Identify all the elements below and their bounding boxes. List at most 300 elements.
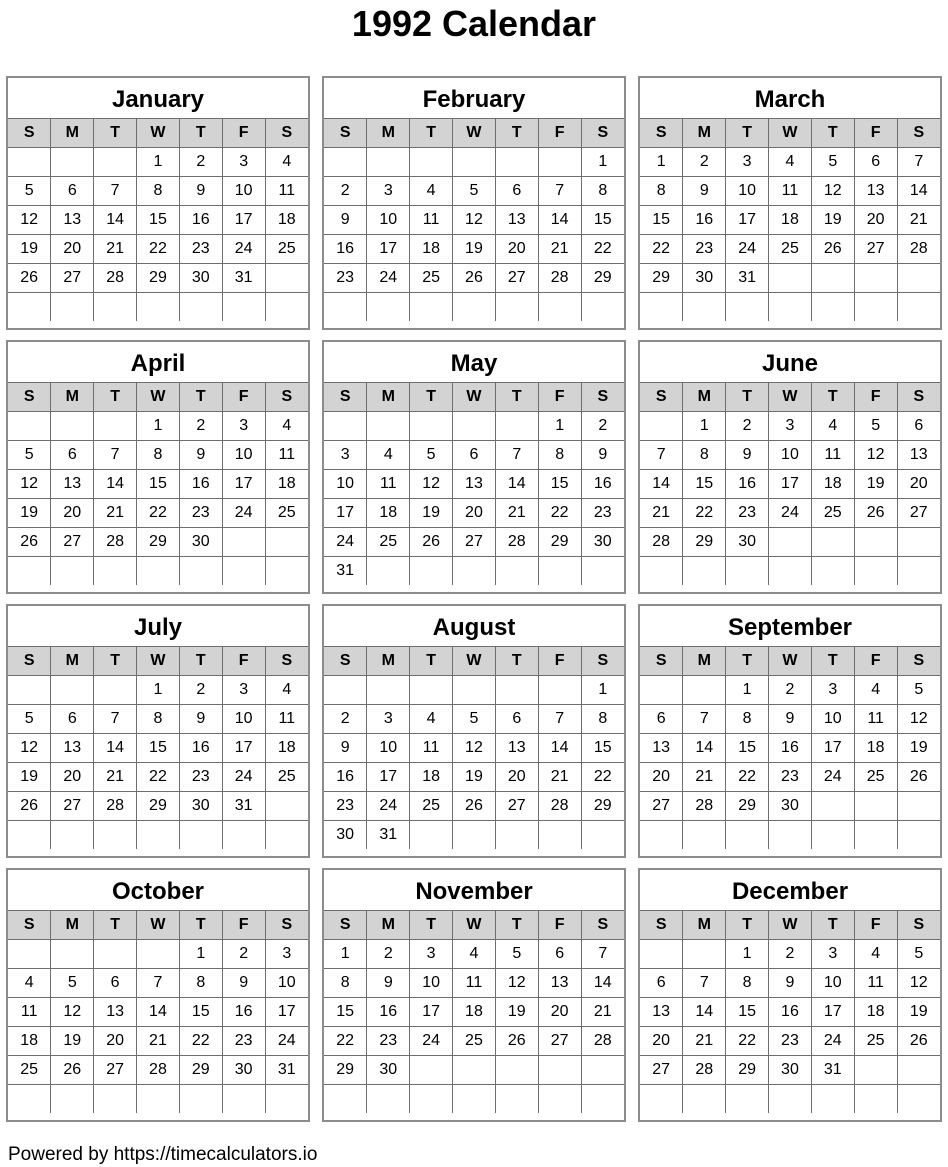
day-cell: 27 (453, 528, 496, 557)
weekday-label: M (367, 383, 410, 412)
day-cell: 27 (51, 792, 94, 821)
day-cell: 10 (410, 969, 453, 998)
day-cell (495, 293, 538, 322)
day-cell: 26 (410, 528, 453, 557)
day-cell: 12 (495, 969, 538, 998)
month-name: March (754, 86, 826, 113)
week-row (324, 821, 624, 850)
week-row (324, 1056, 624, 1085)
day-cell: 6 (854, 148, 897, 177)
day-cell: 15 (726, 998, 769, 1027)
day-cell: 8 (137, 177, 180, 206)
day-cell: 26 (897, 1027, 940, 1056)
day-cell (51, 293, 94, 322)
month-name: January (111, 86, 205, 113)
day-cell: 20 (538, 998, 581, 1027)
week-row (640, 676, 940, 705)
day-cell: 15 (726, 734, 769, 763)
day-cell (811, 1085, 854, 1114)
day-cell (769, 821, 812, 850)
day-cell (581, 1085, 624, 1114)
day-cell: 26 (51, 1056, 94, 1085)
day-cell: 7 (538, 705, 581, 734)
day-cell: 23 (581, 499, 624, 528)
day-cell: 31 (324, 557, 367, 586)
day-cell: 20 (51, 235, 94, 264)
day-cell: 2 (367, 940, 410, 969)
day-cell: 22 (640, 235, 683, 264)
week-row (324, 148, 624, 177)
day-cell: 1 (640, 148, 683, 177)
day-cell (324, 148, 367, 177)
day-cell: 10 (367, 734, 410, 763)
week-row (640, 441, 940, 470)
day-cell (726, 1085, 769, 1114)
day-cell (683, 293, 726, 322)
day-cell (897, 1056, 940, 1085)
day-cell: 25 (265, 235, 308, 264)
day-cell (324, 1085, 367, 1114)
weekday-label: W (453, 383, 496, 412)
weekday-label: S (640, 119, 683, 148)
day-cell: 3 (222, 412, 265, 441)
day-cell: 17 (324, 499, 367, 528)
day-cell: 2 (179, 676, 222, 705)
day-cell: 24 (726, 235, 769, 264)
day-cell: 18 (854, 998, 897, 1027)
weekday-label: T (94, 647, 137, 676)
day-cell: 2 (581, 412, 624, 441)
day-cell: 12 (811, 177, 854, 206)
day-cell: 18 (769, 206, 812, 235)
day-cell: 24 (811, 763, 854, 792)
day-cell: 1 (726, 676, 769, 705)
day-cell: 5 (854, 412, 897, 441)
day-cell: 3 (410, 940, 453, 969)
day-cell (265, 557, 308, 586)
day-cell (179, 1085, 222, 1114)
week-row (640, 499, 940, 528)
day-cell (137, 557, 180, 586)
day-cell: 4 (410, 177, 453, 206)
day-cell: 16 (367, 998, 410, 1027)
day-cell (137, 821, 180, 850)
week-row (640, 734, 940, 763)
day-cell (8, 148, 51, 177)
day-cell (538, 1085, 581, 1114)
day-cell: 17 (410, 998, 453, 1027)
day-cell: 6 (51, 705, 94, 734)
day-cell: 21 (538, 235, 581, 264)
weekday-header-row (324, 383, 624, 412)
day-cell: 25 (769, 235, 812, 264)
weekday-label: W (769, 119, 812, 148)
day-cell: 9 (769, 705, 812, 734)
month-grid (324, 382, 624, 585)
day-cell: 19 (8, 499, 51, 528)
day-cell: 13 (51, 734, 94, 763)
day-cell: 30 (769, 1056, 812, 1085)
day-cell (854, 1085, 897, 1114)
day-cell: 7 (137, 969, 180, 998)
weekday-label: T (811, 383, 854, 412)
day-cell: 2 (222, 940, 265, 969)
day-cell: 25 (367, 528, 410, 557)
day-cell (769, 557, 812, 586)
day-cell: 6 (495, 705, 538, 734)
day-cell: 8 (683, 441, 726, 470)
day-cell: 27 (640, 792, 683, 821)
day-cell (538, 557, 581, 586)
day-cell (51, 821, 94, 850)
day-cell: 28 (137, 1056, 180, 1085)
weekday-label: S (265, 911, 308, 940)
day-cell: 10 (811, 969, 854, 998)
weekday-label: F (854, 911, 897, 940)
weekday-label: W (137, 647, 180, 676)
weekday-header-row (640, 383, 940, 412)
week-row (640, 470, 940, 499)
weekday-label: W (453, 647, 496, 676)
day-cell: 1 (726, 940, 769, 969)
day-cell: 29 (726, 792, 769, 821)
day-cell: 14 (538, 734, 581, 763)
day-cell: 17 (222, 470, 265, 499)
weekday-label: T (179, 119, 222, 148)
week-row (640, 821, 940, 850)
day-cell: 24 (324, 528, 367, 557)
weekday-header-row (8, 911, 308, 940)
day-cell (453, 148, 496, 177)
day-cell: 26 (854, 499, 897, 528)
weekday-label: S (324, 383, 367, 412)
day-cell (265, 792, 308, 821)
day-cell: 16 (324, 763, 367, 792)
day-cell: 11 (854, 705, 897, 734)
day-cell (495, 1085, 538, 1114)
day-cell: 10 (367, 206, 410, 235)
day-cell: 8 (137, 441, 180, 470)
day-cell: 30 (683, 264, 726, 293)
weekday-header-row (8, 383, 308, 412)
day-cell: 17 (811, 734, 854, 763)
day-cell: 5 (51, 969, 94, 998)
day-cell: 26 (8, 264, 51, 293)
week-row (640, 705, 940, 734)
day-cell: 18 (410, 763, 453, 792)
day-cell: 7 (538, 177, 581, 206)
weekday-label: F (222, 383, 265, 412)
day-cell (137, 1085, 180, 1114)
day-cell: 28 (94, 264, 137, 293)
week-row (8, 705, 308, 734)
day-cell (367, 557, 410, 586)
day-cell: 14 (683, 998, 726, 1027)
day-cell: 3 (222, 148, 265, 177)
day-cell: 15 (581, 206, 624, 235)
month-january (6, 76, 310, 330)
day-cell: 20 (897, 470, 940, 499)
day-cell: 16 (769, 734, 812, 763)
day-cell (94, 293, 137, 322)
day-cell (811, 264, 854, 293)
day-cell (94, 412, 137, 441)
day-cell: 2 (324, 177, 367, 206)
day-cell: 5 (8, 705, 51, 734)
day-cell: 12 (8, 470, 51, 499)
week-row (8, 763, 308, 792)
day-cell: 12 (8, 734, 51, 763)
day-cell: 18 (265, 470, 308, 499)
weekday-label: F (854, 119, 897, 148)
day-cell: 5 (897, 676, 940, 705)
day-cell: 11 (265, 441, 308, 470)
day-cell: 11 (367, 470, 410, 499)
day-cell: 3 (726, 148, 769, 177)
day-cell: 10 (811, 705, 854, 734)
day-cell: 5 (811, 148, 854, 177)
weekday-label: T (495, 647, 538, 676)
day-cell: 14 (581, 969, 624, 998)
day-cell: 8 (726, 705, 769, 734)
week-row (640, 792, 940, 821)
weekday-label: T (410, 383, 453, 412)
day-cell: 23 (179, 499, 222, 528)
day-cell: 26 (811, 235, 854, 264)
day-cell (495, 412, 538, 441)
month-grid (640, 382, 940, 585)
weekday-label: S (8, 911, 51, 940)
week-row (8, 206, 308, 235)
weekday-label: F (538, 911, 581, 940)
day-cell (410, 148, 453, 177)
day-cell (367, 676, 410, 705)
day-cell (410, 1056, 453, 1085)
day-cell: 17 (222, 734, 265, 763)
day-cell: 23 (726, 499, 769, 528)
day-cell: 18 (410, 235, 453, 264)
day-cell (8, 940, 51, 969)
day-cell: 14 (137, 998, 180, 1027)
day-cell: 17 (222, 206, 265, 235)
week-row (8, 734, 308, 763)
day-cell: 7 (683, 705, 726, 734)
day-cell: 27 (51, 264, 94, 293)
week-row (8, 293, 308, 322)
day-cell: 29 (137, 528, 180, 557)
weekday-header-row (8, 119, 308, 148)
day-cell (897, 557, 940, 586)
day-cell (897, 792, 940, 821)
day-cell: 31 (726, 264, 769, 293)
day-cell (8, 676, 51, 705)
day-cell: 19 (51, 1027, 94, 1056)
page-title: 1992 Calendar (351, 3, 597, 44)
day-cell: 4 (8, 969, 51, 998)
weekday-label: S (897, 383, 940, 412)
week-row (324, 470, 624, 499)
day-cell: 27 (897, 499, 940, 528)
day-cell: 24 (811, 1027, 854, 1056)
day-cell (94, 1085, 137, 1114)
week-row (8, 499, 308, 528)
day-cell: 9 (179, 441, 222, 470)
weekday-label: F (222, 911, 265, 940)
day-cell (367, 1085, 410, 1114)
day-cell: 20 (640, 1027, 683, 1056)
day-cell (640, 940, 683, 969)
day-cell: 25 (453, 1027, 496, 1056)
day-cell (769, 1085, 812, 1114)
month-march (638, 76, 942, 330)
day-cell (222, 1085, 265, 1114)
day-cell: 10 (222, 705, 265, 734)
weekday-label: S (8, 119, 51, 148)
day-cell: 20 (640, 763, 683, 792)
weekday-label: T (811, 911, 854, 940)
day-cell: 17 (811, 998, 854, 1027)
day-cell (854, 821, 897, 850)
day-cell: 19 (495, 998, 538, 1027)
month-name: April (130, 350, 186, 377)
day-cell: 1 (137, 412, 180, 441)
week-row (640, 1027, 940, 1056)
day-cell: 10 (324, 470, 367, 499)
weekday-label: S (897, 911, 940, 940)
weekday-label: S (581, 383, 624, 412)
day-cell (640, 1085, 683, 1114)
day-cell: 19 (811, 206, 854, 235)
day-cell: 18 (265, 206, 308, 235)
day-cell: 28 (495, 528, 538, 557)
day-cell: 3 (811, 940, 854, 969)
weekday-label: M (683, 383, 726, 412)
day-cell (581, 1056, 624, 1085)
weekday-label: S (581, 119, 624, 148)
day-cell (538, 1056, 581, 1085)
week-row (8, 940, 308, 969)
day-cell (324, 293, 367, 322)
weekday-label: T (726, 383, 769, 412)
day-cell: 14 (94, 734, 137, 763)
day-cell: 4 (367, 441, 410, 470)
week-row (324, 734, 624, 763)
day-cell: 29 (581, 264, 624, 293)
weekday-label: T (179, 647, 222, 676)
day-cell (640, 412, 683, 441)
day-cell: 5 (453, 705, 496, 734)
day-cell: 28 (538, 264, 581, 293)
week-row (8, 528, 308, 557)
day-cell: 12 (453, 206, 496, 235)
day-cell: 15 (137, 206, 180, 235)
day-cell (453, 293, 496, 322)
day-cell: 13 (51, 206, 94, 235)
day-cell: 30 (179, 528, 222, 557)
day-cell: 27 (51, 528, 94, 557)
week-row (640, 763, 940, 792)
day-cell (726, 293, 769, 322)
weekday-label: F (854, 647, 897, 676)
weekday-label: S (640, 911, 683, 940)
day-cell: 9 (324, 206, 367, 235)
day-cell: 17 (367, 235, 410, 264)
day-cell: 5 (8, 441, 51, 470)
day-cell (324, 412, 367, 441)
day-cell: 18 (8, 1027, 51, 1056)
day-cell: 8 (179, 969, 222, 998)
week-row (640, 528, 940, 557)
day-cell (51, 676, 94, 705)
day-cell: 27 (495, 264, 538, 293)
day-cell: 6 (94, 969, 137, 998)
weekday-label: S (8, 383, 51, 412)
month-grid (324, 118, 624, 321)
day-cell: 13 (495, 206, 538, 235)
day-cell: 26 (453, 264, 496, 293)
day-cell: 17 (265, 998, 308, 1027)
day-cell: 5 (8, 177, 51, 206)
weekday-label: M (683, 647, 726, 676)
day-cell: 21 (495, 499, 538, 528)
week-row (324, 206, 624, 235)
day-cell: 6 (51, 441, 94, 470)
weekday-label: M (367, 911, 410, 940)
weekday-header-row (324, 647, 624, 676)
day-cell: 1 (137, 148, 180, 177)
day-cell: 22 (581, 235, 624, 264)
weekday-label: F (222, 647, 265, 676)
day-cell: 29 (683, 528, 726, 557)
day-cell: 23 (179, 763, 222, 792)
day-cell: 28 (897, 235, 940, 264)
day-cell: 23 (769, 763, 812, 792)
week-row (324, 293, 624, 322)
day-cell: 31 (222, 792, 265, 821)
day-cell: 28 (94, 528, 137, 557)
day-cell: 16 (222, 998, 265, 1027)
day-cell (367, 412, 410, 441)
day-cell: 22 (538, 499, 581, 528)
day-cell (265, 293, 308, 322)
day-cell: 2 (769, 940, 812, 969)
day-cell: 9 (367, 969, 410, 998)
day-cell: 4 (265, 412, 308, 441)
day-cell: 2 (726, 412, 769, 441)
day-cell: 3 (265, 940, 308, 969)
day-cell: 4 (453, 940, 496, 969)
day-cell (811, 821, 854, 850)
day-cell: 8 (324, 969, 367, 998)
day-cell: 14 (495, 470, 538, 499)
day-cell: 1 (581, 676, 624, 705)
day-cell: 27 (640, 1056, 683, 1085)
day-cell: 12 (453, 734, 496, 763)
day-cell (453, 821, 496, 850)
day-cell: 14 (683, 734, 726, 763)
day-cell (265, 528, 308, 557)
week-row (8, 148, 308, 177)
weekday-label: S (581, 647, 624, 676)
day-cell: 8 (581, 705, 624, 734)
day-cell: 28 (683, 1056, 726, 1085)
day-cell: 15 (538, 470, 581, 499)
day-cell: 27 (854, 235, 897, 264)
day-cell: 10 (726, 177, 769, 206)
day-cell: 29 (137, 792, 180, 821)
day-cell: 9 (769, 969, 812, 998)
weekday-label: T (726, 647, 769, 676)
